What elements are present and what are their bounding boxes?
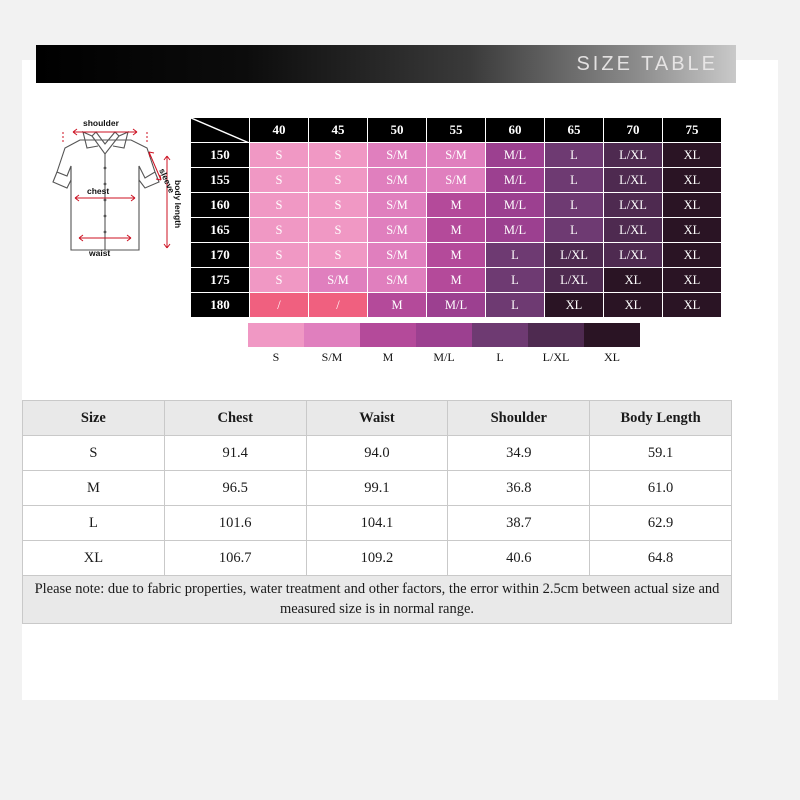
measurement-cell: 91.4 [164,436,306,471]
legend-label: M/L [433,350,455,364]
matrix-cell: S/M [427,168,486,193]
matrix-col-header: 45 [309,118,368,143]
matrix-cell: XL [604,293,663,318]
matrix-cell: M [427,268,486,293]
matrix-cell: S [309,218,368,243]
matrix-cell: L/XL [604,143,663,168]
measurement-cell: 61.0 [590,471,732,506]
matrix-cell: XL [663,143,722,168]
matrix-cell: L [545,143,604,168]
matrix-cell: S/M [368,168,427,193]
matrix-row [191,168,722,193]
table-row [23,471,732,506]
measurement-cell: 62.9 [590,506,732,541]
measurement-cell: 59.1 [590,436,732,471]
matrix-row-header: 180 [191,293,250,318]
shirt-illustration [35,110,185,310]
matrix-cell: M [427,193,486,218]
matrix-cell: XL [663,218,722,243]
matrix-cell: S/M [368,143,427,168]
matrix-cell: S [309,168,368,193]
legend-swatch [584,323,640,347]
matrix-cell: XL [663,268,722,293]
legend-label: M [382,350,394,364]
matrix-row [191,268,722,293]
matrix-row-header: 150 [191,143,250,168]
measurement-col-header: Shoulder [448,401,590,436]
legend-swatch [304,323,360,347]
label-chest: chest [87,186,110,196]
matrix-cell: L/XL [604,193,663,218]
size-color-legend [248,323,640,365]
measurement-cell: 40.6 [448,541,590,576]
label-shoulder: shoulder [83,118,119,128]
legend-swatch [416,323,472,347]
matrix-cell: S [250,168,309,193]
measurement-cell: 96.5 [164,471,306,506]
legend-swatch [528,323,584,347]
legend-labels [248,350,640,365]
measurement-cell: S [23,436,165,471]
legend-swatch [248,323,304,347]
legend-label: S/M [321,350,343,364]
matrix-cell: M/L [427,293,486,318]
note-row [23,576,732,624]
matrix-cell: M [427,218,486,243]
matrix-cell: XL [663,293,722,318]
measurement-cell: L [23,506,165,541]
matrix-row-header: 165 [191,218,250,243]
matrix-cell: L/XL [604,218,663,243]
matrix-row-header: 155 [191,168,250,193]
matrix-cell: S/M [368,268,427,293]
matrix-cell: XL [545,293,604,318]
measurement-header-row [23,401,732,436]
measurement-col-header: Chest [164,401,306,436]
matrix-cell: L [486,243,545,268]
legend-label: L [496,350,504,364]
matrix-cell: / [309,293,368,318]
matrix-col-header: 60 [486,118,545,143]
legend-label: S [272,350,280,364]
matrix-cell: L [486,268,545,293]
table-row [23,506,732,541]
measurement-col-header: Size [23,401,165,436]
matrix-cell: S [309,143,368,168]
legend-swatches [248,323,640,347]
matrix-cell: S/M [427,143,486,168]
measurement-table [22,400,732,624]
matrix-row-header: 175 [191,268,250,293]
legend-label: L/XL [542,350,570,364]
matrix-row [191,293,722,318]
banner-title: SIZE TABLE [576,52,718,75]
measurement-cell: 106.7 [164,541,306,576]
matrix-col-header: 55 [427,118,486,143]
matrix-row [191,243,722,268]
measurement-cell: 101.6 [164,506,306,541]
matrix-cell: L [486,293,545,318]
measurement-cell: 64.8 [590,541,732,576]
matrix-col-header: 40 [250,118,309,143]
matrix-col-header: 50 [368,118,427,143]
matrix-cell: S [250,243,309,268]
shirt-diagram [35,110,185,310]
note-text: Please note: due to fabric properties, water treatment and other factors, the error within 2.5cm between actual size and measured size is in normal range. [23,576,732,624]
matrix-row-header: 170 [191,243,250,268]
matrix-cell: S [250,268,309,293]
matrix-cell: L/XL [604,168,663,193]
legend-label: XL [604,350,620,364]
measurement-cell: 109.2 [306,541,448,576]
table-row [23,436,732,471]
measurement-cell: XL [23,541,165,576]
matrix-cell: L [545,193,604,218]
matrix-cell: S [250,193,309,218]
measurement-cell: 99.1 [306,471,448,506]
matrix-cell: S [309,243,368,268]
matrix-cell: S/M [368,193,427,218]
matrix-row [191,218,722,243]
size-matrix-table [190,117,722,318]
measurement-body [23,436,732,576]
matrix-cell: S/M [368,218,427,243]
measurement-cell: 94.0 [306,436,448,471]
matrix-cell: S/M [368,243,427,268]
measurement-cell: 38.7 [448,506,590,541]
matrix-cell: L/XL [604,243,663,268]
matrix-cell: S [309,193,368,218]
matrix-cell: L/XL [545,268,604,293]
matrix-body [191,143,722,318]
matrix-col-header: 70 [604,118,663,143]
matrix-cell: XL [663,168,722,193]
matrix-cell: L [545,218,604,243]
legend-swatch [472,323,528,347]
matrix-cell: XL [604,268,663,293]
label-waist: waist [89,248,111,258]
matrix-row [191,193,722,218]
matrix-cell: L/XL [545,243,604,268]
matrix-cell: XL [663,193,722,218]
matrix-col-header: 65 [545,118,604,143]
matrix-cell: M/L [486,218,545,243]
matrix-cell: L [545,168,604,193]
matrix-cell: S [250,143,309,168]
table-row [23,541,732,576]
matrix-header-row [191,118,722,143]
label-sleeve: sleeve [157,166,177,195]
label-body-length: body length [173,180,183,229]
matrix-cell: M [427,243,486,268]
size-table-banner [36,45,736,83]
legend-swatch [360,323,416,347]
matrix-cell: S/M [309,268,368,293]
diagonal-divider-icon [191,118,249,143]
measurement-cell: 104.1 [306,506,448,541]
matrix-row [191,143,722,168]
matrix-cell: M [368,293,427,318]
matrix-col-header: 75 [663,118,722,143]
matrix-corner-cell [191,118,250,143]
matrix-cell: XL [663,243,722,268]
measurement-col-header: Waist [306,401,448,436]
matrix-row-header: 160 [191,193,250,218]
matrix-cell: M/L [486,143,545,168]
measurement-col-header: Body Length [590,401,732,436]
measurement-cell: 36.8 [448,471,590,506]
matrix-cell: / [250,293,309,318]
measurement-table-wrap [22,400,732,624]
matrix-cell: M/L [486,168,545,193]
matrix-cell: S [250,218,309,243]
measurement-cell: 34.9 [448,436,590,471]
matrix-cell: M/L [486,193,545,218]
measurement-cell: M [23,471,165,506]
